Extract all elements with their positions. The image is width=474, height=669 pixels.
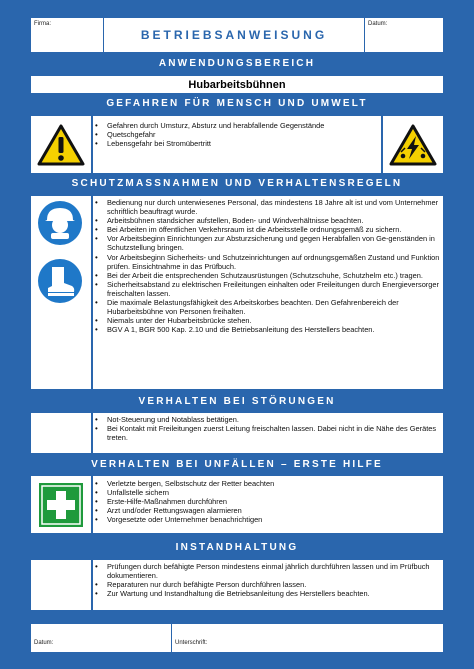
list-item: • Bei Kontakt mit Freileitungen zuerst Leitung freischalten lassen. Dabei nicht in die Nähe des Gerätes treten. bbox=[93, 424, 441, 442]
signature-label: Unterschrift: bbox=[175, 640, 208, 646]
list-item: • Unfallstelle sichern bbox=[93, 488, 441, 497]
machine-name-box bbox=[31, 76, 443, 93]
maintenance-section bbox=[31, 560, 443, 610]
malfunction-section bbox=[31, 413, 443, 453]
accident-list bbox=[93, 479, 441, 524]
list-item: • Bei der Arbeit die entsprechenden Schutzausrüstungen (Schutzschuhe, Schutzhelm etc.) tragen. bbox=[93, 271, 441, 280]
column-divider bbox=[91, 116, 93, 173]
footer-date-label: Datum: bbox=[34, 640, 54, 646]
list-item: • Erste-Hilfe-Maßnahmen durchführen bbox=[93, 497, 441, 506]
electric-hazard-icon bbox=[383, 116, 443, 173]
list-item: • Bei Arbeiten im öffentlichen Verkehrsraum ist die Arbeitsstelle ordnungsgemäß zu sichern. bbox=[93, 225, 441, 234]
hazards-list bbox=[93, 121, 375, 148]
protection-list bbox=[93, 198, 441, 334]
list-item: • Vor Arbeitsbeginn Sicherheits- und Schutzeinrichtungen auf ordnungsgemäßen Zustand und Funktion prüfen. Einsichtnahme in das Prüfbuch. bbox=[93, 253, 441, 271]
accident-heading: VERHALTEN BEI UNFÄLLEN – ERSTE HILFE bbox=[91, 459, 383, 470]
title-box bbox=[104, 18, 364, 52]
list-item: • Reparaturen nur durch befähigte Person durchführen lassen. bbox=[93, 580, 441, 589]
accident-section bbox=[31, 476, 443, 533]
hazards-section bbox=[31, 116, 443, 173]
company-label: Firma: bbox=[34, 21, 51, 27]
safety-boot-icon bbox=[37, 258, 83, 304]
first-aid-icon bbox=[31, 476, 91, 533]
list-item: • Niemals unter der Hubarbeitsbrücke stehen. bbox=[93, 316, 441, 325]
general-warning-icon bbox=[31, 116, 91, 173]
header-date-label: Datum: bbox=[368, 21, 388, 27]
list-item: • Prüfungen durch befähigte Person mindestens einmal jährlich durchführen lassen und im Prüfbuch dokumentieren. bbox=[93, 562, 441, 580]
machine-name: Hubarbeitsbühnen bbox=[188, 78, 286, 91]
company-field[interactable] bbox=[31, 18, 103, 52]
header-date-field[interactable] bbox=[365, 18, 443, 52]
list-item: • Arbeitsbühnen standsicher aufstellen, Boden- und Windverhältnisse beachten. bbox=[93, 216, 441, 225]
maintenance-list bbox=[93, 562, 441, 598]
list-item: • Sicherheitsabstand zu elektrischen Freileitungen einhalten oder Freileitungen durch Energieversorger freischalten lassen. bbox=[93, 280, 441, 298]
hazards-heading: GEFAHREN FÜR MENSCH UND UMWELT bbox=[106, 98, 368, 109]
protection-icon-column bbox=[31, 196, 91, 389]
scope-heading: ANWENDUNGSBEREICH bbox=[158, 58, 316, 69]
protection-section bbox=[31, 196, 443, 389]
document-title: BETRIEBSANWEISUNG bbox=[140, 28, 328, 42]
list-item: • Die maximale Belastungsfähigkeit des Arbeitskorbes beachten. Den Gefahrenbereich der Hubarbeitsbühne von Personen freihalten. bbox=[93, 298, 441, 316]
malfunction-list bbox=[93, 415, 441, 442]
list-item: • Lebensgefahr bei Stromübertritt bbox=[93, 139, 375, 148]
protection-heading: SCHUTZMASSNAHMEN UND VERHALTENSREGELN bbox=[71, 178, 403, 189]
helmet-icon bbox=[37, 200, 83, 246]
signature-field[interactable] bbox=[172, 624, 443, 652]
list-item: • Quetschgefahr bbox=[93, 130, 375, 139]
list-item: • Gefahren durch Umsturz, Absturz und herabfallende Gegenstände bbox=[93, 121, 375, 130]
footer-date-field[interactable] bbox=[31, 624, 171, 652]
list-item: • Bedienung nur durch unterwiesenes Personal, das mindestens 18 Jahre alt ist und vom Unternehmer schriftlich beauftragt wurde. bbox=[93, 198, 441, 216]
list-item: • Arzt und/oder Rettungswagen alarmieren bbox=[93, 506, 441, 515]
maintenance-heading: INSTANDHALTUNG bbox=[175, 542, 299, 553]
column-divider bbox=[381, 116, 383, 173]
malfunction-heading: VERHALTEN BEI STÖRUNGEN bbox=[138, 396, 336, 407]
list-item: • Not-Steuerung und Notablass betätigen. bbox=[93, 415, 441, 424]
list-item: • Vor Arbeitsbeginn Einrichtungen zur Absturzsicherung und gegen Herabfallen von Ge-genständen in Schutzstellung bringen. bbox=[93, 234, 441, 252]
list-item: • Vorgesetzte oder Unternehmer benachrichtigen bbox=[93, 515, 441, 524]
list-item: • Zur Wartung und Instandhaltung die Betriebsanleitung des Herstellers beachten. bbox=[93, 589, 441, 598]
list-item: • BGV A 1, BGR 500 Kap. 2.10 und die Betriebsanleitung des Herstellers beachten. bbox=[93, 325, 441, 334]
list-item: • Verletzte bergen, Selbstschutz der Retter beachten bbox=[93, 479, 441, 488]
